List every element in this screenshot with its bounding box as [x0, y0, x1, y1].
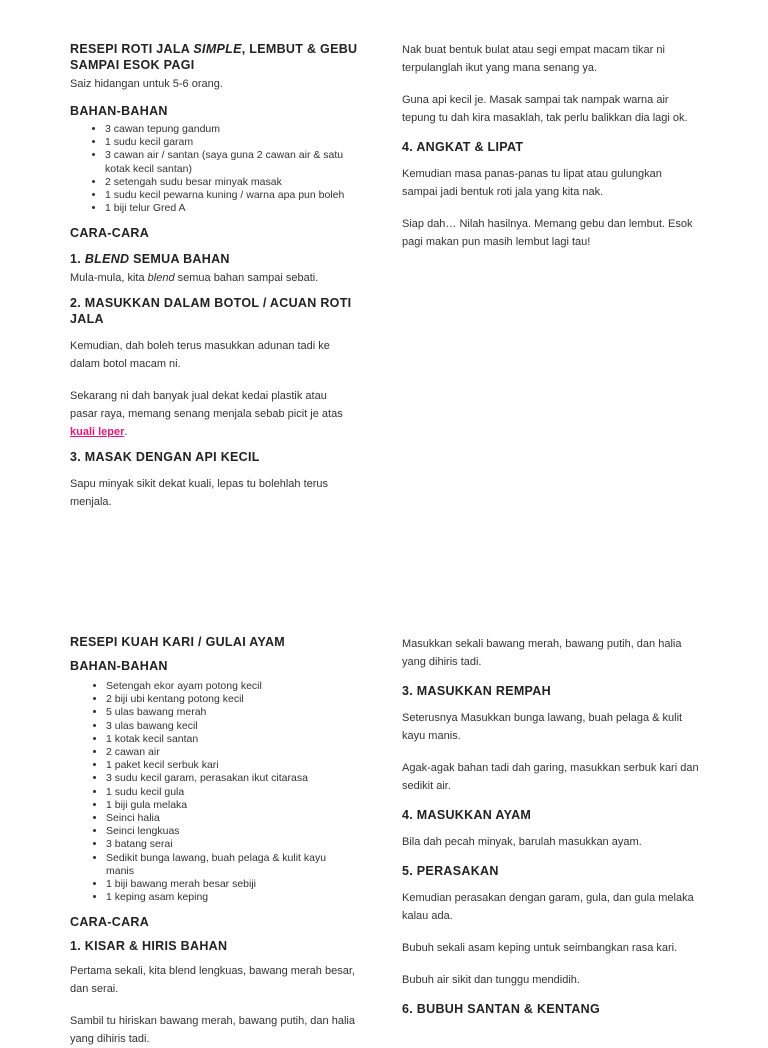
list-item: • 2 biji ubi kentang potong kecil [106, 693, 356, 706]
recipe2-title: RESEPI KUAH KARI / GULAI AYAM [70, 635, 285, 649]
recipe2-step5-paragraph: Bubuh sekali asam keping untuk seimbangkan rasa kari. [402, 942, 678, 954]
list-item: • 2 setengah sudu besar minyak masak [105, 176, 345, 189]
recipe2-step5-heading: 5. PERASAKAN [402, 864, 499, 878]
list-item: • 1 biji gula melaka [106, 799, 356, 812]
recipe1-step3-paragraph: Nak buat bentuk bulat atau segi empat macam tikar ni terpulanglah ikut yang mana senang ya. [402, 44, 665, 74]
recipe2-step6-heading: 6. BUBUH SANTAN & KENTANG [402, 1002, 601, 1016]
recipe2-step1-heading: 1. KISAR & HIRIS BAHAN [70, 939, 228, 954]
kuali-leper-link[interactable]: kuali leper [70, 426, 125, 439]
recipe2-step3-paragraph: Seterusnya Masukkan bunga lawang, buah pelaga & kulit kayu manis. [402, 712, 683, 742]
recipe1-right-column [402, 41, 697, 251]
recipe2-step3-paragraph: Agak-agak bahan tadi dah garing, masukkan serbuk kari dan sedikit air. [402, 762, 699, 792]
list-item: • 1 kotak kecil santan [106, 733, 356, 746]
recipe1-step1-heading: 1. BLEND SEMUA BAHAN [70, 252, 230, 267]
recipe1-step4-heading: 4. ANGKAT & LIPAT [402, 140, 524, 154]
list-item: • 1 biji telur Gred A [105, 202, 345, 215]
list-item: • 3 ulas bawang kecil [106, 720, 356, 733]
list-item: • Setengah ekor ayam potong kecil [106, 680, 356, 693]
recipe2-ingredient-list [70, 680, 356, 904]
list-item: • 3 batang serai [106, 838, 356, 851]
list-item: • 1 keping asam keping [106, 891, 356, 904]
recipe2-step1-paragraph: Pertama sekali, kita blend lengkuas, bawang merah besar, dan serai. [70, 965, 355, 996]
recipe2-step4-paragraph: Bila dah pecah minyak, barulah masukkan ayam. [402, 836, 642, 848]
list-item: • Seinci lengkuas [106, 825, 356, 838]
list-item: • 3 cawan air / santan (saya guna 2 cawan air & satu kotak kecil santan) [105, 149, 345, 175]
list-item: • 1 sudu kecil garam [105, 136, 345, 149]
list-item: • 1 paket kecil serbuk kari [106, 759, 356, 772]
recipe1-step3-paragraph: Sapu minyak sikit dekat kuali, lepas tu bolehlah terus menjala. [70, 478, 329, 509]
list-item: • 3 sudu kecil garam, perasakan ikut citarasa [106, 772, 356, 785]
recipe2-left-column [70, 634, 370, 1048]
recipe1-step4-paragraph: Kemudian masa panas-panas tu lipat atau gulungkan sampai jadi bentuk roti jala yang kita nak. [402, 168, 662, 198]
list-item: • 3 cawan tepung gandum [105, 123, 345, 136]
recipe2-step4-heading: 4. MASUKKAN AYAM [402, 808, 532, 822]
recipe1-ingredient-list [70, 123, 345, 215]
recipe1-step1-text: Mula-mula, kita blend semua bahan sampai sebati. [70, 272, 319, 285]
list-item: • 1 biji bawang merah besar sebiji [106, 878, 356, 891]
list-item: • 5 ulas bawang merah [106, 706, 356, 719]
recipe1-serving: Saiz hidangan untuk 5-6 orang. [70, 78, 223, 90]
recipe1-bahan-heading: BAHAN-BAHAN [70, 104, 168, 118]
list-item: • Sedikit bunga lawang, buah pelaga & kulit kayu manis [106, 852, 356, 878]
recipe2-cara-heading: CARA-CARA [70, 915, 150, 930]
recipe1-step2-paragraph: Kemudian, dah boleh terus masukkan adunan tadi ke dalam botol macam ni. [70, 340, 330, 371]
recipe1-left-column [70, 41, 370, 511]
recipe1-step2-heading: 2. MASUKKAN DALAM BOTOL / ACUAN ROTI JALA [70, 296, 352, 327]
recipe2-step2-paragraph: Masukkan sekali bawang merah, bawang putih, dan halia yang dihiris tadi. [402, 638, 682, 668]
recipe2-step3-heading: 3. MASUKKAN REMPAH [402, 684, 551, 698]
recipe1-step2-paragraph: Sekarang ni dah banyak jual dekat kedai plastik atau pasar raya, memang senang menjala sebab picit je atas kuali leper. [70, 390, 343, 439]
recipe1-step4-paragraph: Siap dah… Nilah hasilnya. Memang gebu dan lembut. Esok pagi makan pun masih lembut lagi tau! [402, 218, 693, 248]
recipe2-step1-paragraph: Sambil tu hiriskan bawang merah, bawang putih, dan halia yang dihiris tadi. [70, 1015, 355, 1046]
recipe1-cara-heading: CARA-CARA [70, 226, 150, 241]
recipe2-step5-paragraph: Kemudian perasakan dengan garam, gula, dan gula melaka kalau ada. [402, 892, 694, 922]
recipe1-step3-heading: 3. MASAK DENGAN API KECIL [70, 450, 260, 465]
recipe2-right-column [402, 635, 702, 1017]
recipe1-title: RESEPI ROTI JALA SIMPLE, LEMBUT & GEBU SAMPAI ESOK PAGI [70, 42, 358, 72]
list-item: • 1 sudu kecil gula [106, 786, 356, 799]
list-item: • 1 sudu kecil pewarna kuning / warna apa pun boleh [105, 189, 345, 202]
recipe1-step3-paragraph: Guna api kecil je. Masak sampai tak nampak warna air tepung tu dah kira masaklah, tak perlu balikkan dia lagi ok. [402, 94, 688, 124]
recipe2-bahan-heading: BAHAN-BAHAN [70, 659, 168, 673]
list-item: • 2 cawan air [106, 746, 356, 759]
recipe2-step5-paragraph: Bubuh air sikit dan tunggu mendidih. [402, 974, 580, 986]
list-item: • Seinci halia [106, 812, 356, 825]
